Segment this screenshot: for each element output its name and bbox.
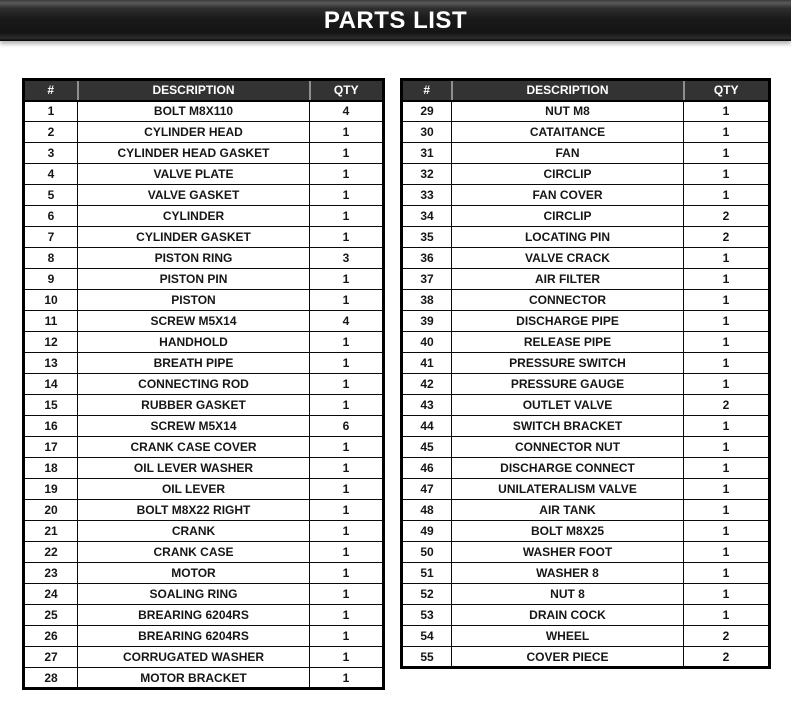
qty-cell: 1 [310,143,384,164]
description-cell: OIL LEVER [78,479,310,500]
part-number-cell: 20 [24,500,78,521]
table-row [402,563,770,584]
description-cell: FAN COVER [452,185,684,206]
description-cell: BREARING 6204RS [78,605,310,626]
qty-cell: 1 [310,500,384,521]
part-number-cell: 12 [24,332,78,353]
qty-cell: 1 [310,353,384,374]
column-header-description: DESCRIPTION [78,80,310,101]
table-row [24,185,384,206]
qty-cell: 1 [310,374,384,395]
qty-cell: 1 [684,353,770,374]
part-number-cell: 34 [402,206,452,227]
part-number-cell: 24 [24,584,78,605]
table-row [24,227,384,248]
qty-cell: 1 [684,374,770,395]
description-cell: CRANK CASE [78,542,310,563]
description-cell: COVER PIECE [452,647,684,668]
description-cell: VALVE CRACK [452,248,684,269]
description-cell: PRESSURE GAUGE [452,374,684,395]
table-row [402,458,770,479]
part-number-cell: 28 [24,668,78,689]
part-number-cell: 38 [402,290,452,311]
parts-table-right [400,78,771,669]
table-row [24,626,384,647]
description-cell: BOLT M8X110 [78,101,310,122]
qty-cell: 1 [310,647,384,668]
description-cell: PISTON PIN [78,269,310,290]
table-row [402,332,770,353]
description-cell: RUBBER GASKET [78,395,310,416]
part-number-cell: 31 [402,143,452,164]
table-row [24,248,384,269]
qty-cell: 1 [310,332,384,353]
part-number-cell: 14 [24,374,78,395]
description-cell: CONNECTOR [452,290,684,311]
qty-cell: 1 [310,185,384,206]
description-cell: WASHER 8 [452,563,684,584]
part-number-cell: 3 [24,143,78,164]
page-title-bar [0,0,791,41]
description-cell: MOTOR BRACKET [78,668,310,689]
description-cell: VALVE GASKET [78,185,310,206]
description-cell: CONNECTOR NUT [452,437,684,458]
table-row [24,584,384,605]
description-cell: CRANK [78,521,310,542]
description-cell: VALVE PLATE [78,164,310,185]
part-number-cell: 17 [24,437,78,458]
description-cell: DISCHARGE PIPE [452,311,684,332]
part-number-cell: 55 [402,647,452,668]
table-row [24,101,384,122]
table-row [402,374,770,395]
table-row [402,416,770,437]
table-row [402,227,770,248]
qty-cell: 2 [684,395,770,416]
table-row [24,206,384,227]
part-number-cell: 51 [402,563,452,584]
part-number-cell: 50 [402,542,452,563]
qty-cell: 1 [684,458,770,479]
part-number-cell: 33 [402,185,452,206]
qty-cell: 1 [310,563,384,584]
qty-cell: 1 [310,206,384,227]
part-number-cell: 45 [402,437,452,458]
table-row [24,143,384,164]
part-number-cell: 43 [402,395,452,416]
qty-cell: 1 [684,416,770,437]
qty-cell: 1 [684,164,770,185]
table-row [402,626,770,647]
qty-cell: 2 [684,227,770,248]
description-cell: SCREW M5X14 [78,416,310,437]
description-cell: SWITCH BRACKET [452,416,684,437]
table-row [402,647,770,668]
qty-cell: 1 [310,668,384,689]
description-cell: HANDHOLD [78,332,310,353]
table-row [24,542,384,563]
table-row [402,605,770,626]
table-row [402,584,770,605]
qty-cell: 2 [684,206,770,227]
qty-cell: 1 [310,626,384,647]
description-cell: RELEASE PIPE [452,332,684,353]
description-cell: PRESSURE SWITCH [452,353,684,374]
table-row [402,290,770,311]
part-number-cell: 48 [402,500,452,521]
part-number-cell: 1 [24,101,78,122]
part-number-cell: 6 [24,206,78,227]
table-row [24,164,384,185]
table-row [402,500,770,521]
part-number-cell: 8 [24,248,78,269]
header-row [402,80,770,101]
qty-cell: 1 [684,122,770,143]
qty-cell: 3 [310,248,384,269]
part-number-cell: 52 [402,584,452,605]
table-row [24,269,384,290]
qty-cell: 1 [684,584,770,605]
tables-container [22,78,771,690]
part-number-cell: 44 [402,416,452,437]
qty-cell: 1 [684,563,770,584]
qty-cell: 1 [310,458,384,479]
table-row [24,290,384,311]
description-cell: NUT 8 [452,584,684,605]
part-number-cell: 13 [24,353,78,374]
qty-cell: 1 [310,479,384,500]
description-cell: CYLINDER GASKET [78,227,310,248]
qty-cell: 1 [684,143,770,164]
part-number-cell: 15 [24,395,78,416]
description-cell: CATAITANCE [452,122,684,143]
table-row [24,374,384,395]
column-header-qty: QTY [684,80,770,101]
table-row [24,437,384,458]
qty-cell: 1 [310,290,384,311]
description-cell: AIR FILTER [452,269,684,290]
part-number-cell: 36 [402,248,452,269]
table-row [402,122,770,143]
column-header-num: # [24,80,78,101]
qty-cell: 1 [310,269,384,290]
table-row [24,605,384,626]
qty-cell: 2 [684,647,770,668]
table-row [24,668,384,689]
part-number-cell: 23 [24,563,78,584]
qty-cell: 1 [684,521,770,542]
table-row [24,416,384,437]
qty-cell: 1 [310,584,384,605]
table-row [24,647,384,668]
part-number-cell: 39 [402,311,452,332]
description-cell: CYLINDER HEAD GASKET [78,143,310,164]
qty-cell: 6 [310,416,384,437]
description-cell: UNILATERALISM VALVE [452,479,684,500]
description-cell: FAN [452,143,684,164]
part-number-cell: 19 [24,479,78,500]
qty-cell: 4 [310,311,384,332]
part-number-cell: 2 [24,122,78,143]
part-number-cell: 27 [24,647,78,668]
part-number-cell: 29 [402,101,452,122]
part-number-cell: 37 [402,269,452,290]
part-number-cell: 53 [402,605,452,626]
table-row [24,563,384,584]
table-row [24,458,384,479]
description-cell: PISTON [78,290,310,311]
description-cell: AIR TANK [452,500,684,521]
part-number-cell: 42 [402,374,452,395]
qty-cell: 1 [310,122,384,143]
part-number-cell: 49 [402,521,452,542]
table-row [402,437,770,458]
table-row [24,500,384,521]
qty-cell: 4 [310,101,384,122]
description-cell: MOTOR [78,563,310,584]
description-cell: DRAIN COCK [452,605,684,626]
description-cell: OIL LEVER WASHER [78,458,310,479]
table-row [402,101,770,122]
description-cell: OUTLET VALVE [452,395,684,416]
column-header-num: # [402,80,452,101]
qty-cell: 1 [684,542,770,563]
part-number-cell: 40 [402,332,452,353]
qty-cell: 1 [684,269,770,290]
part-number-cell: 22 [24,542,78,563]
qty-cell: 1 [684,332,770,353]
table-row [402,395,770,416]
part-number-cell: 26 [24,626,78,647]
table-row [402,164,770,185]
qty-cell: 1 [684,248,770,269]
description-cell: LOCATING PIN [452,227,684,248]
part-number-cell: 18 [24,458,78,479]
description-cell: SOALING RING [78,584,310,605]
qty-cell: 1 [310,395,384,416]
part-number-cell: 7 [24,227,78,248]
parts-table-left [22,78,385,690]
part-number-cell: 21 [24,521,78,542]
description-cell: CYLINDER [78,206,310,227]
column-header-qty: QTY [310,80,384,101]
table-row [24,479,384,500]
table-row [24,395,384,416]
description-cell: BOLT M8X22 RIGHT [78,500,310,521]
description-cell: CIRCLIP [452,164,684,185]
qty-cell: 1 [310,164,384,185]
qty-cell: 1 [310,605,384,626]
qty-cell: 1 [684,290,770,311]
description-cell: CORRUGATED WASHER [78,647,310,668]
table-row [402,206,770,227]
description-cell: NUT M8 [452,101,684,122]
description-cell: BREATH PIPE [78,353,310,374]
column-header-description: DESCRIPTION [452,80,684,101]
qty-cell: 1 [684,185,770,206]
qty-cell: 1 [310,542,384,563]
table-row [24,332,384,353]
qty-cell: 1 [684,500,770,521]
qty-cell: 1 [310,521,384,542]
header-row [24,80,384,101]
table-row [24,353,384,374]
part-number-cell: 30 [402,122,452,143]
part-number-cell: 54 [402,626,452,647]
qty-cell: 2 [684,626,770,647]
part-number-cell: 47 [402,479,452,500]
part-number-cell: 35 [402,227,452,248]
qty-cell: 1 [684,101,770,122]
qty-cell: 1 [684,479,770,500]
description-cell: CIRCLIP [452,206,684,227]
description-cell: BOLT M8X25 [452,521,684,542]
table-row [402,311,770,332]
qty-cell: 1 [684,437,770,458]
table-row [402,269,770,290]
qty-cell: 1 [310,227,384,248]
part-number-cell: 25 [24,605,78,626]
table-row [402,542,770,563]
table-row [24,122,384,143]
description-cell: CYLINDER HEAD [78,122,310,143]
description-cell: PISTON RING [78,248,310,269]
description-cell: CONNECTING ROD [78,374,310,395]
description-cell: BREARING 6204RS [78,626,310,647]
part-number-cell: 5 [24,185,78,206]
part-number-cell: 9 [24,269,78,290]
description-cell: CRANK CASE COVER [78,437,310,458]
part-number-cell: 16 [24,416,78,437]
table-row [24,311,384,332]
qty-cell: 1 [310,437,384,458]
table-row [402,479,770,500]
part-number-cell: 46 [402,458,452,479]
part-number-cell: 32 [402,164,452,185]
table-row [402,353,770,374]
qty-cell: 1 [684,605,770,626]
description-cell: WHEEL [452,626,684,647]
part-number-cell: 11 [24,311,78,332]
table-row [402,248,770,269]
qty-cell: 1 [684,311,770,332]
part-number-cell: 4 [24,164,78,185]
part-number-cell: 41 [402,353,452,374]
table-row [402,521,770,542]
part-number-cell: 10 [24,290,78,311]
description-cell: DISCHARGE CONNECT [452,458,684,479]
page-title: PARTS LIST [323,6,468,34]
description-cell: WASHER FOOT [452,542,684,563]
table-row [402,185,770,206]
description-cell: SCREW M5X14 [78,311,310,332]
table-row [24,521,384,542]
table-row [402,143,770,164]
